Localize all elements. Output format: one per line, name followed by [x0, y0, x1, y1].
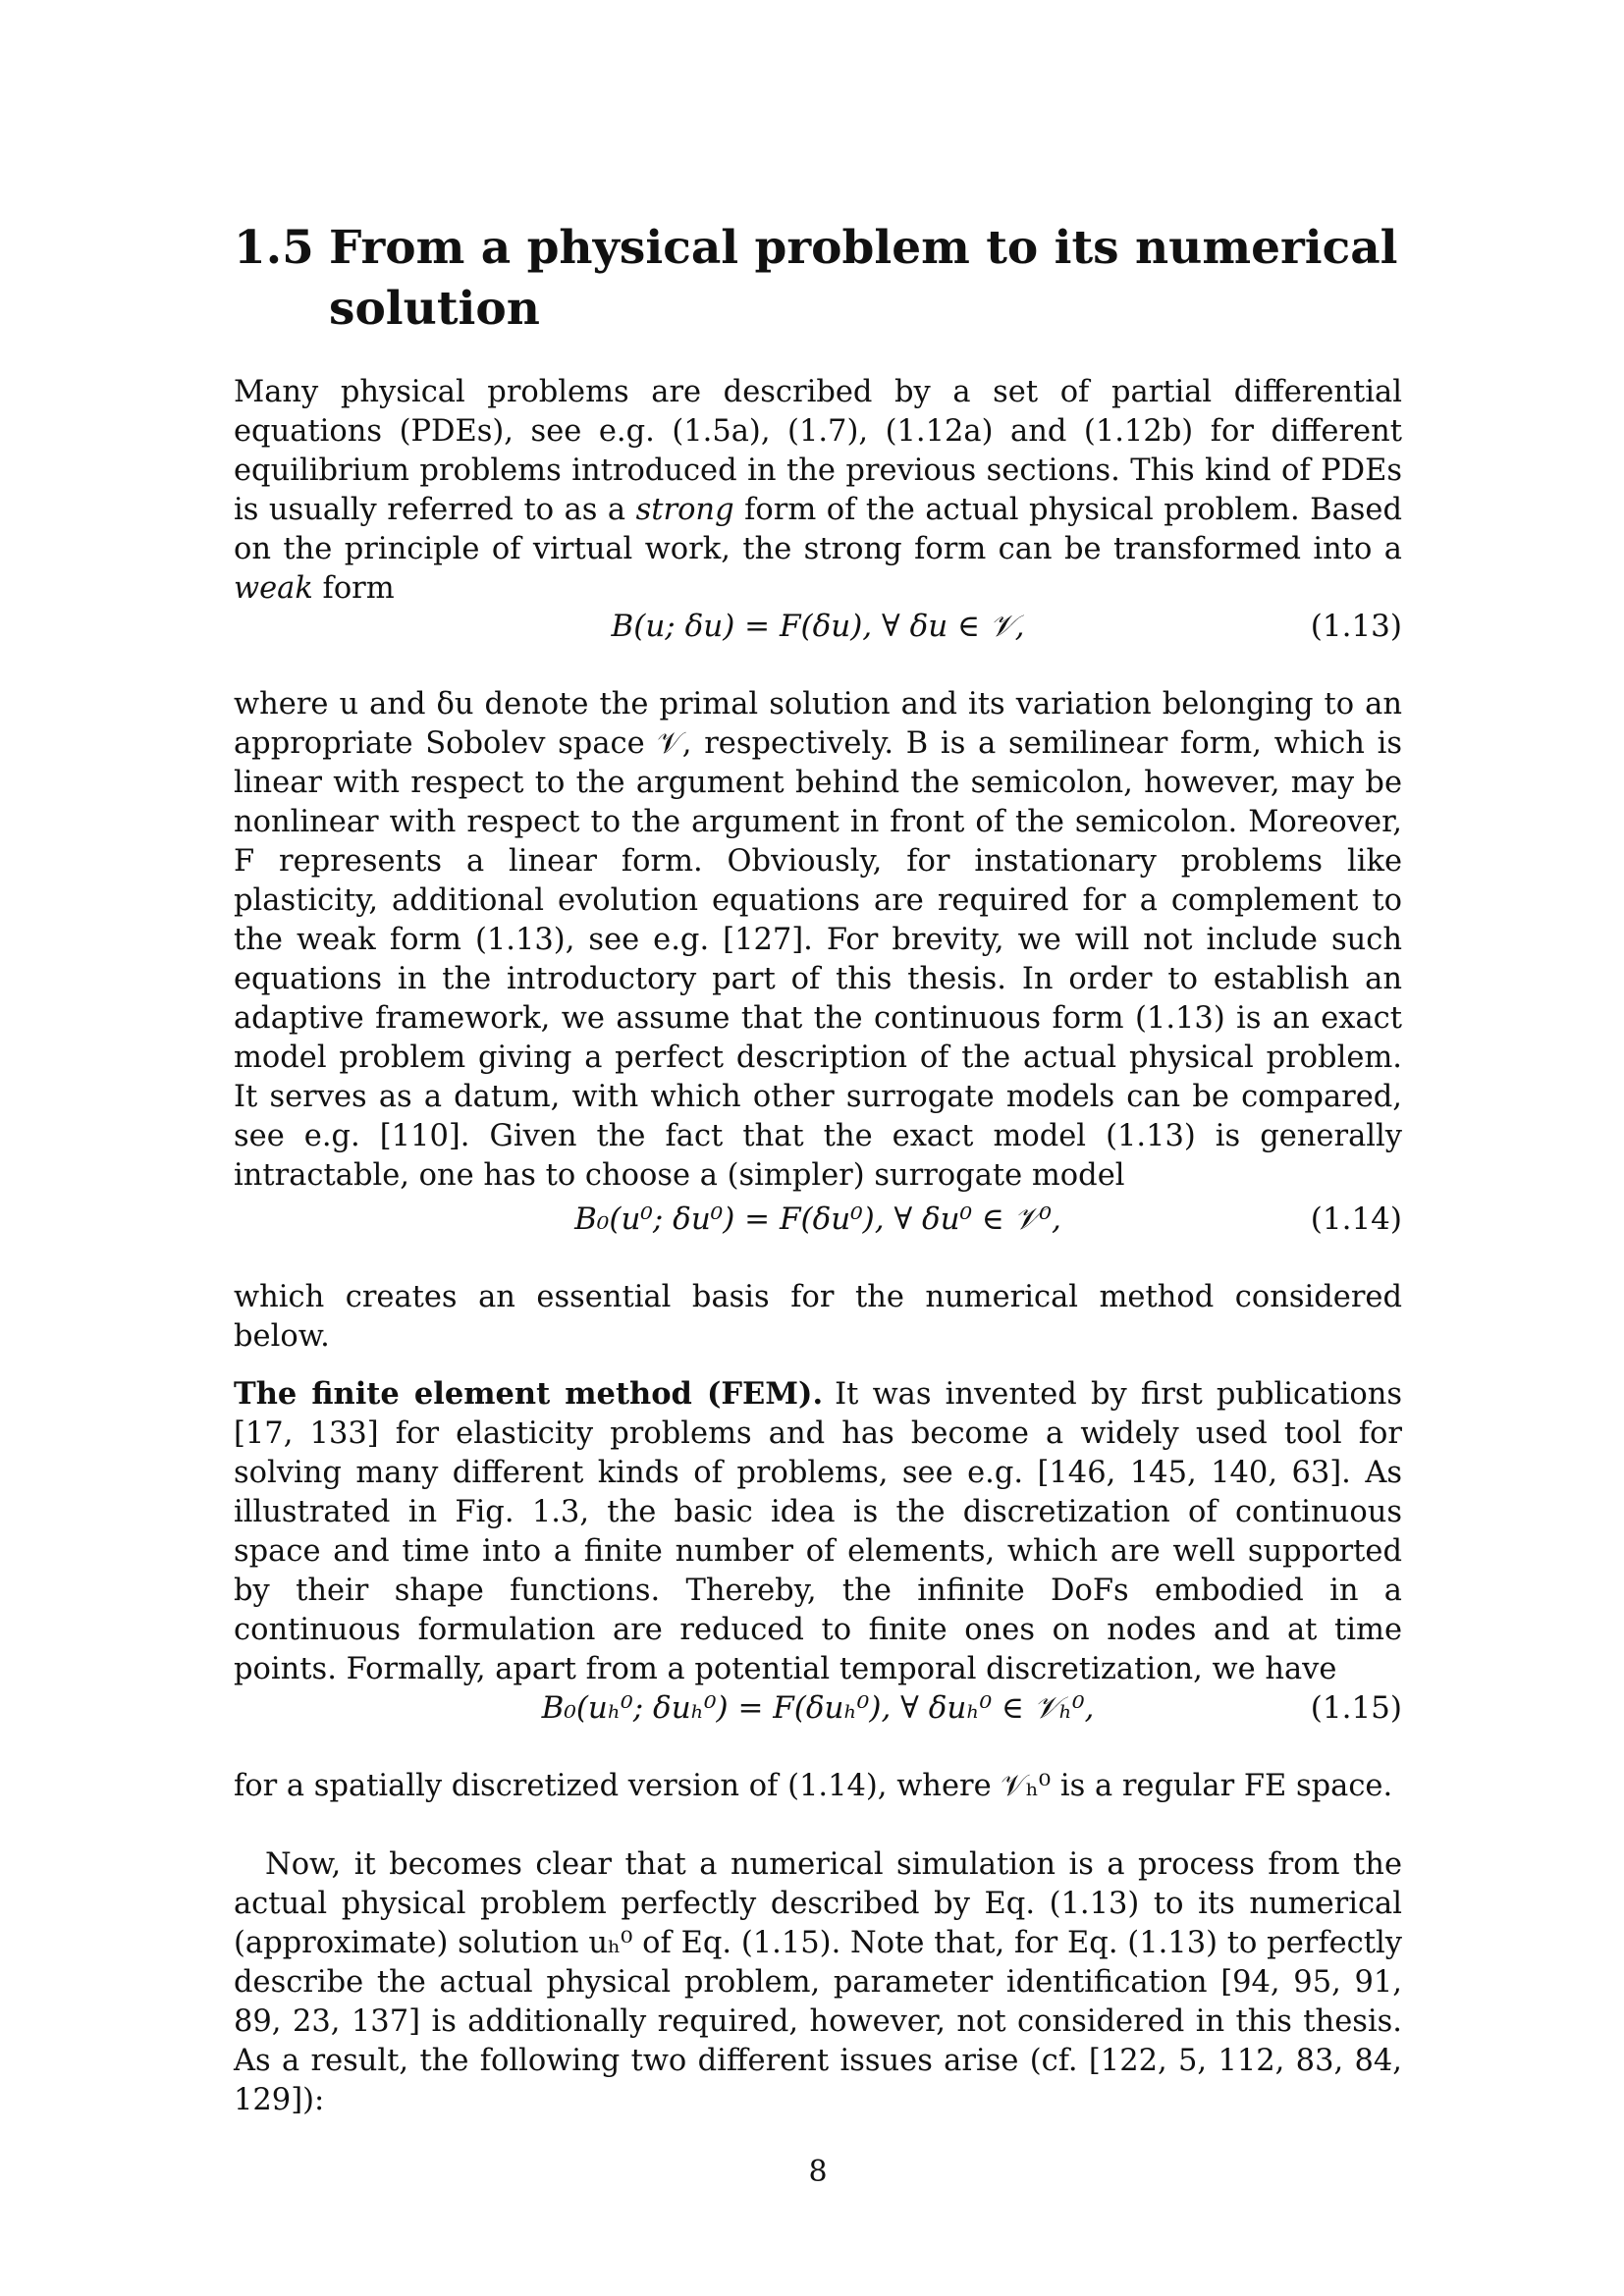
equation-number: (1.15): [1310, 1690, 1402, 1726]
equation-formula: B(u; δu) = F(δu), ∀ δu ∈ 𝒱,: [611, 609, 1025, 644]
equation-number: (1.14): [1310, 1201, 1402, 1237]
intro-text-a: Many physical problems are described by a set of partial differential equations (PDEs), see e.g. (1.5a), (1.7), (1.12a) and (1.12b) for different equilibrium problems introduced in the previous sections. This kind of PDEs is usually referred to as a: [234, 375, 1402, 527]
simulation-paragraph: Now, it becomes clear that a numerical simulation is a process from the actual physical problem perfectly described by Eq. (1.13) to its numerical (approximate) solution uₕ⁰ of Eq. (1.15). Note that, for Eq. (1.13) to perfectly describe the actual physical problem, parameter identification [94, 95, 91, 89, 23, 137] is additionally required, however, not considered in this thesis. As a result, the following two different issues arise (cf. [122, 5, 112, 83, 84, 129]):: [234, 1847, 1402, 2117]
section-heading: [234, 218, 1402, 340]
fem-text: It was invented by first publications [17, 133] for elasticity problems and has become a widely used tool for solving many different kinds of problems, see e.g. [146, 145, 140, 63]. As illustrated in Fig. 1.3, the basic idea is the discretization of continuous space and time into a finite number of elements, which are well supported by their shape functions. Thereby, the infinite DoFs embodied in a continuous formulation are reduced to finite ones on nodes and at time points. Formally, apart from a potential temporal discretization, we have: [234, 1377, 1402, 1686]
intro-paragraph: [234, 373, 1402, 609]
equation-formula: B₀(uₕ⁰; δuₕ⁰) = F(δuₕ⁰), ∀ δuₕ⁰ ∈ 𝒱ₕ⁰,: [541, 1690, 1095, 1726]
fem-heading: The finite element method (FEM).: [234, 1376, 824, 1412]
fem-paragraph: [234, 1374, 1402, 1689]
weak-term: weak: [234, 571, 313, 606]
intro-text-c: form: [322, 571, 395, 606]
page-number: 8: [808, 2155, 828, 2189]
weak-form-paragraph: where u and δu denote the primal solution and its variation belonging to an appropriate Sobolev space 𝒱, respectively. B is a semilinear form, which is linear with respect to the argument behind the semicolon, however, may be nonlinear with respect to the argument in front of the semicolon. Moreover, F represents a linear form. Obviously, for instationary problems like plasticity, additional evolution equations are required for a complement to the weak form (1.13), see e.g. [127]. For brevity, we will not include such equations in the introductory part of this thesis. In order to establish an adaptive framework, we assume that the continuous form (1.13) is an exact model problem giving a perfect description of the actual physical problem. It serves as a datum, with which other surrogate models can be compared, see e.g. [110]. Given the fact that the exact model (1.13) is generally intractable, one has to choose a (simpler) surrogate model: [234, 687, 1402, 1193]
equation-1-13: [234, 605, 1402, 648]
equation-formula: B₀(u⁰; δu⁰) = F(δu⁰), ∀ δu⁰ ∈ 𝒱⁰,: [574, 1201, 1061, 1237]
equation-1-14: [234, 1198, 1402, 1241]
section-title: From a physical problem to its numerical solution: [329, 221, 1398, 336]
intro-text-b: form of the actual physical problem. Based on the principle of virtual work, the strong form can be transformed into a: [234, 493, 1402, 566]
discretized-paragraph: for a spatially discretized version of (1.14), where 𝒱ₕ⁰ is a regular FE space.: [234, 1769, 1393, 1803]
strong-term: strong: [635, 493, 734, 527]
surrogate-paragraph: which creates an essential basis for the numerical method considered below.: [234, 1280, 1402, 1354]
section-number: 1.5: [234, 221, 314, 275]
equation-1-15: [234, 1686, 1402, 1730]
equation-number: (1.13): [1310, 609, 1402, 644]
